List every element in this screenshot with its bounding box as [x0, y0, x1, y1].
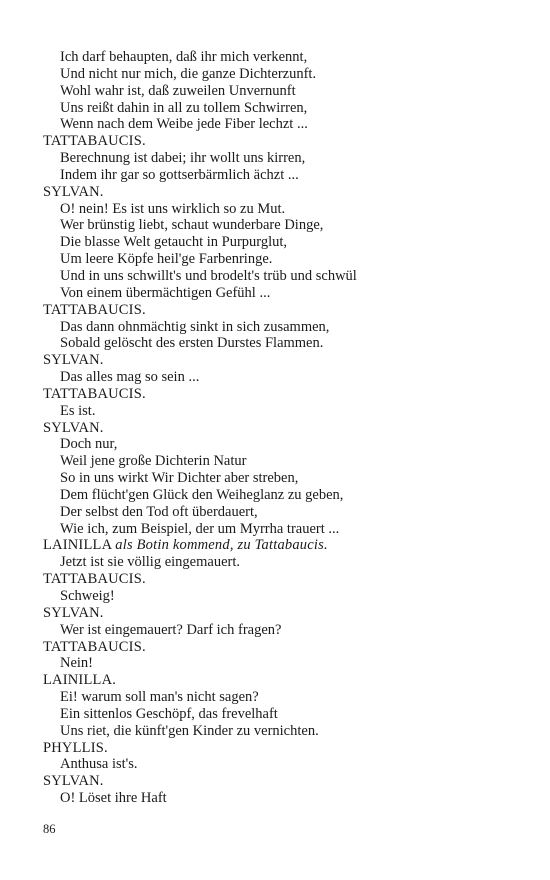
verse-line	[43, 201, 523, 218]
verse-line	[43, 554, 523, 571]
verse-line	[43, 66, 523, 83]
verse-text: Der selbst den Tod oft überdauert,	[60, 503, 258, 520]
verse-text: Berechnung ist dabei; ihr wollt uns kirren,	[60, 150, 306, 167]
verse-line	[43, 453, 523, 470]
verse-line	[43, 504, 523, 521]
speaker-name	[43, 605, 523, 622]
speaker-label: SYLVAN.	[43, 773, 104, 790]
verse-line	[43, 521, 523, 538]
play-text	[43, 49, 523, 807]
verse-text: Doch nur,	[60, 436, 118, 453]
speaker-label: TATTABAUCIS.	[43, 638, 146, 655]
verse-text: O! nein! Es ist uns wirklich so zu Mut.	[60, 200, 286, 217]
verse-line	[43, 790, 523, 807]
verse-text: Von einem übermächtigen Gefühl ...	[60, 284, 271, 301]
verse-line	[43, 470, 523, 487]
speaker-label: SYLVAN.	[43, 604, 104, 621]
verse-text: Uns reißt dahin in all zu tollem Schwirren,	[60, 99, 308, 116]
verse-line	[43, 251, 523, 268]
speaker-name	[43, 133, 523, 150]
verse-line	[43, 217, 523, 234]
speaker-label: SYLVAN.	[43, 183, 104, 200]
speaker-label: LAINILLA.	[43, 672, 117, 689]
verse-line	[43, 369, 523, 386]
speaker-name	[43, 302, 523, 319]
verse-text: Nein!	[60, 655, 94, 672]
verse-line	[43, 234, 523, 251]
verse-line	[43, 49, 523, 66]
verse-line	[43, 150, 523, 167]
verse-line	[43, 706, 523, 723]
verse-line	[43, 83, 523, 100]
page-number: 86	[43, 822, 56, 836]
verse-line	[43, 319, 523, 336]
verse-text: Schweig!	[60, 588, 115, 604]
verse-line	[43, 756, 523, 773]
verse-text: Weil jene große Dichterin Natur	[60, 453, 247, 470]
verse-text: Um leere Köpfe heil'ge Farbenringe.	[60, 251, 273, 268]
speaker-name	[43, 639, 523, 656]
verse-text: Die blasse Welt getaucht in Purpurglut,	[60, 234, 288, 251]
stage-direction: als Botin kommend, zu Tattabaucis.	[115, 537, 328, 554]
verse-text: Jetzt ist sie völlig eingemauert.	[60, 554, 240, 571]
verse-text: Und in uns schwillt's und brodelt's trüb und schwül	[60, 267, 357, 284]
verse-line	[43, 167, 523, 184]
verse-text: Wenn nach dem Weibe jede Fiber lechzt ...	[60, 116, 308, 133]
verse-line	[43, 285, 523, 302]
verse-line	[43, 116, 523, 133]
verse-text: Wie ich, zum Beispiel, der um Myrrha trauert ...	[60, 520, 340, 537]
verse-text: Dem flücht'gen Glück den Weiheglanz zu geben,	[60, 486, 344, 503]
verse-line	[43, 335, 523, 352]
verse-line	[43, 487, 523, 504]
verse-text: Und nicht nur mich, die ganze Dichterzunft.	[60, 65, 317, 82]
verse-line	[43, 268, 523, 285]
speaker-name	[43, 672, 523, 689]
verse-line	[43, 436, 523, 453]
speaker-label: TATTABAUCIS.	[43, 301, 146, 318]
speaker-label: LAINILLA	[43, 537, 112, 554]
verse-text: Sobald gelöscht des ersten Durstes Flammen.	[60, 335, 324, 352]
verse-line	[43, 655, 523, 672]
verse-text: Es ist.	[60, 402, 96, 419]
verse-text: Ei! warum soll man's nicht sagen?	[60, 689, 259, 706]
speaker-name	[43, 386, 523, 403]
speaker-label: SYLVAN.	[43, 352, 104, 369]
verse-line	[43, 403, 523, 420]
speaker-label: PHYLLIS.	[43, 739, 108, 756]
speaker-label: TATTABAUCIS.	[43, 133, 146, 150]
speaker-label: TATTABAUCIS.	[43, 571, 146, 588]
verse-text: Uns riet, die künft'gen Kinder zu vernichten.	[60, 722, 319, 739]
verse-text: Ein sittenlos Geschöpf, das frevelhaft	[60, 705, 278, 722]
speaker-name	[43, 740, 523, 757]
speaker-label: SYLVAN.	[43, 419, 104, 436]
verse-text: Wer ist eingemauert? Darf ich fragen?	[60, 621, 282, 638]
verse-line	[43, 622, 523, 639]
speaker-name	[43, 184, 523, 201]
verse-line	[43, 689, 523, 706]
speaker-name	[43, 352, 523, 369]
speaker-name	[43, 571, 523, 588]
verse-line	[43, 100, 523, 117]
verse-text: So in uns wirkt Wir Dichter aber streben,	[60, 470, 299, 487]
verse-text: Indem ihr gar so gottserbärmlich ächzt ...	[60, 166, 299, 183]
verse-text: Anthusa ist's.	[60, 756, 138, 773]
verse-line	[43, 723, 523, 740]
speaker-name	[43, 773, 523, 790]
verse-text: Ich darf behaupten, daß ihr mich verkennt,	[60, 49, 308, 65]
speaker-label: TATTABAUCIS.	[43, 385, 146, 402]
verse-text: Wohl wahr ist, daß zuweilen Unvernunft	[60, 82, 296, 99]
verse-line	[43, 588, 523, 605]
speaker-name	[43, 537, 523, 554]
verse-text: Das alles mag so sein ...	[60, 369, 200, 386]
speaker-name	[43, 420, 523, 437]
verse-text: Das dann ohnmächtig sinkt in sich zusammen,	[60, 318, 330, 335]
verse-text: Wer brünstig liebt, schaut wunderbare Dinge,	[60, 217, 324, 234]
verse-text: O! Löset ihre Haft	[60, 790, 167, 807]
